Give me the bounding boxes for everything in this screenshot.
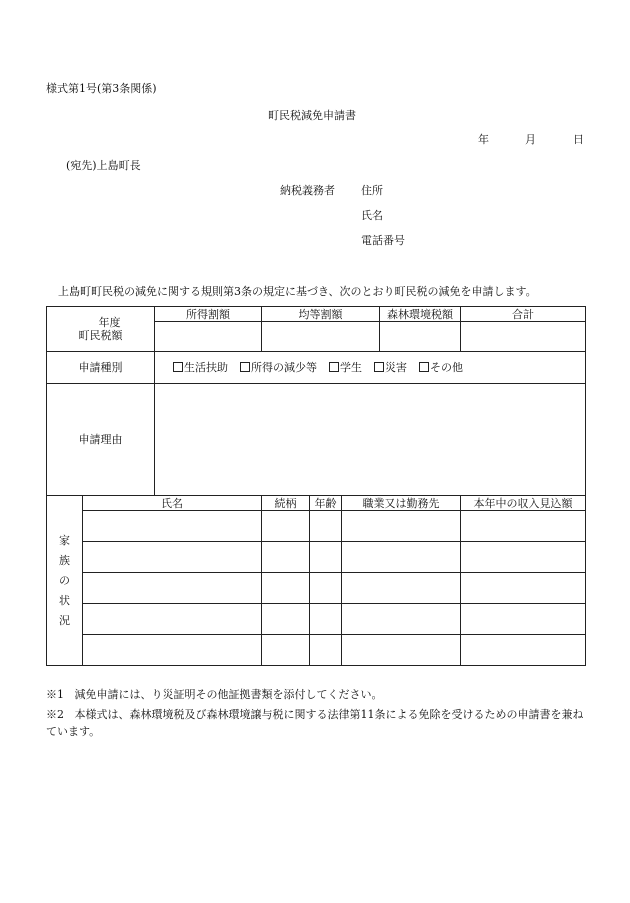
fiscal-year-label: 年度 [98,316,121,329]
date-year-label: 年 [478,133,489,146]
family-label-char: 況 [59,613,70,627]
forest-tax-amount-cell[interactable] [380,322,461,352]
option-student[interactable] [329,361,362,374]
option-livelihood-assistance[interactable] [173,361,228,374]
intro-text: 上島町町民税の減免に関する規則第3条の規定に基づき、次のとおり町民税の減免を申請します。 [58,285,537,298]
reason-label: 申請理由 [47,384,155,496]
note-1 [46,686,586,703]
relationship-cell[interactable] [262,635,310,666]
checkbox[interactable] [329,362,339,372]
option-label: 学生 [340,361,362,374]
address-label: 住所 [361,184,383,197]
total-header: 合計 [461,307,586,322]
family-name-header: 氏名 [83,496,262,511]
note-2 [46,706,586,740]
option-label: 所得の減少等 [251,361,317,374]
family-label-char: 族 [59,553,70,567]
income-levy-amount-cell[interactable] [155,322,262,352]
age-cell[interactable] [310,573,342,604]
family-name-cell[interactable] [83,573,262,604]
family-name-cell[interactable] [83,511,262,542]
name-label: 氏名 [361,209,383,222]
note-1-mark: ※1 [46,688,64,701]
checkbox[interactable] [173,362,183,372]
age-cell[interactable] [310,635,342,666]
tax-row-label [47,307,155,352]
category-options [155,352,586,384]
date-month-label: 月 [525,133,536,146]
note-2-text: 本様式は、森林環境税及び森林環境譲与税に関する法律第11条による免除を受けるための申請書を兼ねています。 [46,708,584,738]
relationship-cell[interactable] [262,604,310,635]
checkbox[interactable] [419,362,429,372]
checkbox[interactable] [240,362,250,372]
table-row [47,604,586,635]
per-capita-levy-header: 均等割額 [262,307,380,322]
family-name-cell[interactable] [83,542,262,573]
family-name-cell[interactable] [83,604,262,635]
age-header: 年齢 [310,496,342,511]
option-label: 生活扶助 [184,361,228,374]
occupation-cell[interactable] [342,604,461,635]
note-1-text: 減免申請には、り災証明その他証拠書類を添付してください。 [74,688,383,701]
reason-input-area[interactable] [155,384,586,496]
total-amount-cell[interactable] [461,322,586,352]
relationship-cell[interactable] [262,511,310,542]
family-name-cell[interactable] [83,635,262,666]
option-other[interactable] [419,361,463,374]
income-levy-header: 所得割額 [155,307,262,322]
addressee: (宛先)上島町長 [66,159,141,172]
family-label-char: 家 [59,533,70,547]
document-title: 町民税減免申請書 [268,109,356,122]
expected-income-cell[interactable] [461,604,586,635]
forest-tax-header: 森林環境税額 [380,307,461,322]
checkbox[interactable] [374,362,384,372]
age-cell[interactable] [310,542,342,573]
table-row [47,573,586,604]
municipal-tax-amount-label: 町民税額 [78,329,123,342]
table-row [47,511,586,542]
form-number: 様式第1号(第3条関係) [46,82,157,95]
note-2-mark: ※2 [46,708,64,721]
relationship-cell[interactable] [262,573,310,604]
expected-income-cell[interactable] [461,573,586,604]
date-day-label: 日 [573,133,584,146]
age-cell[interactable] [310,511,342,542]
option-income-decrease[interactable] [240,361,317,374]
occupation-cell[interactable] [342,511,461,542]
occupation-cell[interactable] [342,542,461,573]
expected-income-cell[interactable] [461,511,586,542]
table-row [47,542,586,573]
occupation-header: 職業又は勤務先 [342,496,461,511]
application-table [46,306,586,666]
taxpayer-label: 納税義務者 [280,184,335,197]
relationship-cell[interactable] [262,542,310,573]
option-label: 災害 [385,361,407,374]
expected-income-cell[interactable] [461,635,586,666]
option-label: その他 [430,361,463,374]
age-cell[interactable] [310,604,342,635]
per-capita-levy-amount-cell[interactable] [262,322,380,352]
occupation-cell[interactable] [342,573,461,604]
category-label: 申請種別 [47,352,155,384]
expected-income-cell[interactable] [461,542,586,573]
family-label-char: の [59,573,70,587]
expected-income-header: 本年中の収入見込額 [461,496,586,511]
occupation-cell[interactable] [342,635,461,666]
relationship-header: 続柄 [262,496,310,511]
family-section-label [47,496,83,666]
phone-label: 電話番号 [361,234,405,247]
table-row [47,635,586,666]
family-label-char: 状 [59,593,70,607]
option-disaster[interactable] [374,361,407,374]
